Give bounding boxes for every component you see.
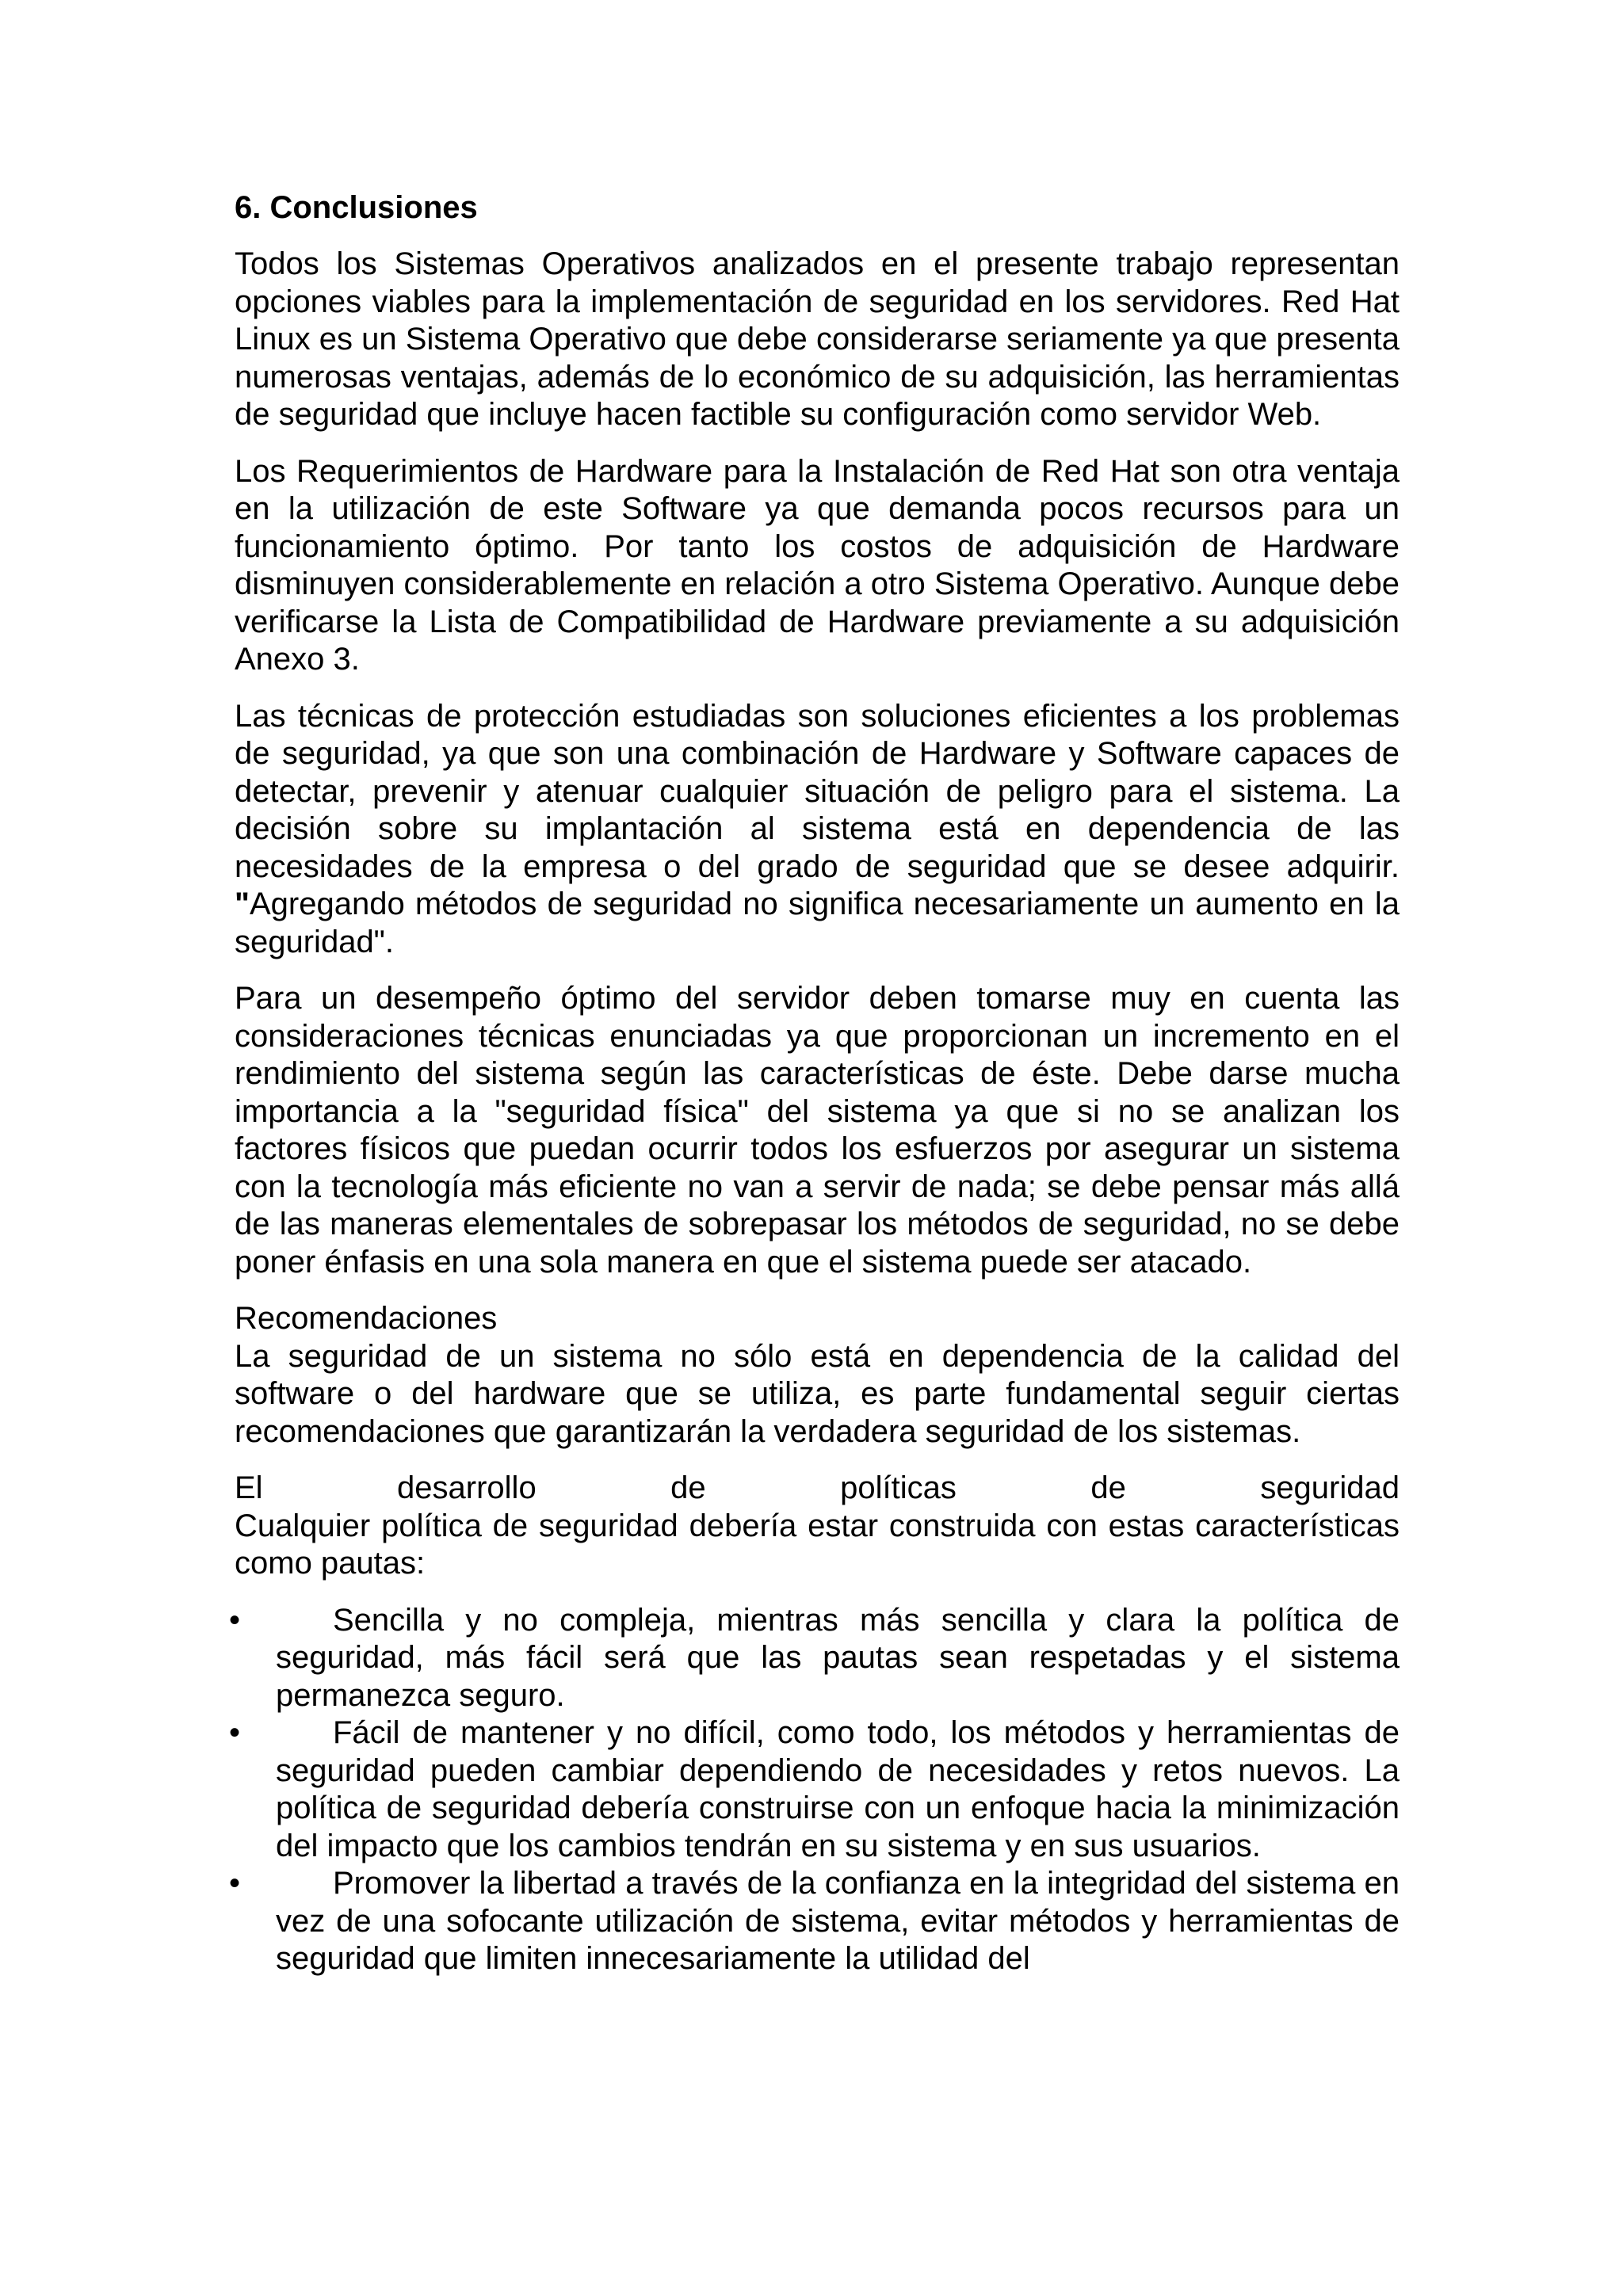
bullet-icon: • [228,1715,240,1750]
section-heading: 6. Conclusiones [235,190,478,225]
quote-text: Agregando métodos de seguridad no significa necesariamente un aumento en la seguridad". [235,887,1400,959]
list-item-text: Sencilla y no compleja, mientras más sencilla y clara la política de seguridad, más fácil será que las pautas sean respetadas y el sistema permanezca seguro. [276,1602,1400,1713]
policy-title: El desarrollo de políticas de seguridad [235,1470,1400,1505]
bullet-icon: • [228,1602,240,1638]
policy-block [235,1470,1400,1583]
list-item-text: Promover la libertad a través de la confianza en la integridad del sistema en vez de una sofocante utilización de sistema, evitar métodos y herramientas de seguridad que limiten innecesariamente la utilidad del [276,1866,1400,1976]
paragraph-3-block [235,698,1400,962]
list-item [228,1865,1400,1978]
quote-open-mark: " [235,887,250,921]
policy-characteristics-list [228,1602,1400,1978]
paragraph-4: Para un desempeño óptimo del servidor deben tomarse muy en cuenta las consideraciones técnicas enunciadas ya que proporcionan un incremento en el rendimiento del sistema según las características de éste. Debe darse mucha importancia a la "seguridad física" del sistema ya que si no se analizan los factores físicos que puedan ocurrir todos los esfuerzos por asegurar un sistema con la tecnología más eficiente no van a servir de nada; se debe pensar más allá de las maneras elementales de sobrepasar los métodos de seguridad, no se debe poner énfasis en una sola manera en que el sistema puede ser atacado. [235,981,1400,1280]
paragraph-2: Los Requerimientos de Hardware para la Instalación de Red Hat son otra ventaja en la utilización de este Software ya que demanda pocos recursos para un funcionamiento óptimo. Por tanto los costos de adquisición de Hardware disminuyen considerablemente en relación a otro Sistema Operativo. Aunque debe verificarse la Lista de Compatibilidad de Hardware previamente a su adquisición Anexo 3. [235,453,1400,677]
recommendations-intro: La seguridad de un sistema no sólo está en dependencia de la calidad del software o del hardware que se utiliza, es parte fundamental seguir ciertas recomendaciones que garantizarán la verdadera seguridad de los sistemas. [235,1338,1400,1449]
paragraph-1: Todos los Sistemas Operativos analizados en el presente trabajo representan opciones viables para la implementación de seguridad en los servidores. Red Hat Linux es un Sistema Operativo que debe considerarse seriamente ya que presenta numerosas ventajas, además de lo económico de su adquisición, las herramientas de seguridad que incluye hacen factible su configuración como servidor Web. [235,246,1400,432]
list-item [228,1602,1400,1715]
policy-intro: Cualquier política de seguridad debería estar construida con estas características como pautas: [235,1508,1400,1581]
list-item-text: Fácil de mantener y no difícil, como todo, los métodos y herramientas de seguridad pueden cambiar dependiendo de necesidades y retos nuevos. La política de seguridad debería construirse con un enfoque hacia la minimización del impacto que los cambios tendrán en su sistema y en sus usuarios. [276,1715,1400,1863]
list-item [228,1714,1400,1865]
bullet-icon: • [228,1866,240,1901]
document-page [228,189,1400,1978]
paragraph-3: Las técnicas de protección estudiadas son soluciones eficientes a los problemas de seguridad, ya que son una combinación de Hardware y Software capaces de detectar, prevenir y atenuar cualquier situación de peligro para el sistema. La decisión sobre su implantación al sistema está en dependencia de las necesidades de la empresa o del grado de seguridad que se desee adquirir. [235,698,1400,884]
recommendations-title: Recomendaciones [235,1301,498,1336]
